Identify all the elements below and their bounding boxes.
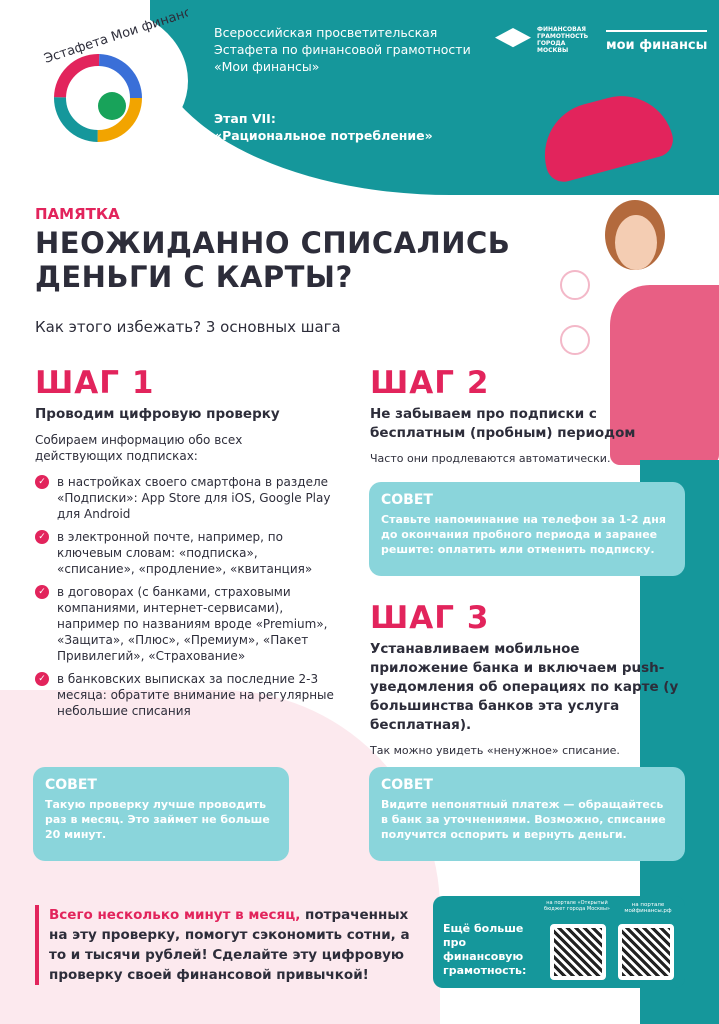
coin-icon xyxy=(560,325,590,355)
check-icon: ✓ xyxy=(35,530,49,544)
fin-literacy-logo: ФИНАНСОВАЯ ГРАМОТНОСТЬ ГОРОДА МОСКВЫ xyxy=(495,26,589,54)
footer-message: Всего несколько минут в месяц, потраченных на эту проверку, помогут сэкономить сотни, а то и тысячи рублей! Сделайте эту цифровую проверку своей финансовой привычкой! xyxy=(35,905,415,985)
check-icon: ✓ xyxy=(35,672,49,686)
step-text: Часто они продлеваются автоматически. xyxy=(370,452,611,465)
woman-face xyxy=(615,215,657,270)
step-label: ШАГ 2 xyxy=(370,365,490,401)
step-heading: Устанавливаем мобильное приложение банка и включаем push-уведомления об операциях по карте (у большинства банков эта услуга бесплатная). xyxy=(370,641,679,733)
relay-logo xyxy=(8,6,188,156)
graduation-cap-icon xyxy=(495,28,531,52)
step-heading: Проводим цифровую проверку xyxy=(35,406,280,422)
org-line: Всероссийская просветительская xyxy=(214,25,438,40)
memo-label: ПАМЯТКА xyxy=(35,205,120,223)
tip-box-3: СОВЕТ Видите непонятный платеж — обращайтесь в банк за уточнениями. Возможно, списание получится оспорить и вернуть деньги. xyxy=(369,767,685,861)
list-item: ✓ в банковских выписках за последние 2-3 месяца: обратите внимание на регулярные небольшие списания xyxy=(35,671,335,719)
org-line: Эстафета по финансовой грамотности xyxy=(214,42,471,57)
svg-text:Эстафета Мои финансы: Эстафета Мои финансы xyxy=(42,6,188,67)
list-item: ✓ в электронной почте, например, по ключевым словам: «подписка», «списание», «продление», «квитанция» xyxy=(35,529,335,577)
qr-panel: Ещё больше про финансовую грамотность: на портале «Открытый бюджет города Москвы» на портале мойфинансы.рф xyxy=(433,896,685,988)
list-item: ✓ в настройках своего смартфона в разделе «Подписки»: App Store для iOS, Google Play для Android xyxy=(35,474,335,522)
step-text: Так можно увидеть «ненужное» списание. xyxy=(370,744,620,757)
step-label: ШАГ 3 xyxy=(370,600,490,636)
step-heading: Не забываем про подписки с бесплатным (пробным) периодом xyxy=(370,406,636,441)
step-2 xyxy=(370,365,660,467)
step-3 xyxy=(370,600,680,759)
check-icon: ✓ xyxy=(35,585,49,599)
list-item: ✓ в договорах (с банками, страховыми компаниями, интернет-сервисами), например по названиям вроде «Premium», «Защита», «Плюс», «Премиум», «Пакет Привилегий», «Страхование» xyxy=(35,584,335,664)
org-line: «Мои финансы» xyxy=(214,59,320,74)
qr-code-budget[interactable] xyxy=(550,924,606,980)
stage-name: «Рациональное потребление» xyxy=(214,128,433,143)
tip-box-1: СОВЕТ Такую проверку лучше проводить раз в месяц. Это займет не больше 20 минут. xyxy=(33,767,289,861)
step-1 xyxy=(35,365,335,726)
organizer-text xyxy=(214,24,471,75)
step-label: ШАГ 1 xyxy=(35,365,155,401)
tip-box-2: СОВЕТ Ставьте напоминание на телефон за 1-2 дня до окончания пробного периода и заранее решите: оплатить или отменить подписку. xyxy=(369,482,685,576)
qr-code-moifinansy[interactable] xyxy=(618,924,674,980)
step-intro: Собираем информацию обо всех действующих подписках: xyxy=(35,433,243,463)
moi-finansy-logo: мои финансы xyxy=(606,30,707,53)
check-icon: ✓ xyxy=(35,475,49,489)
subtitle: Как этого избежать? 3 основных шага xyxy=(35,318,341,336)
coin-icon xyxy=(560,270,590,300)
page-title: НЕОЖИДАННО СПИСАЛИСЬ ДЕНЬГИ С КАРТЫ? xyxy=(35,226,511,294)
stage-number: Этап VII: xyxy=(214,111,276,126)
checklist xyxy=(35,474,335,719)
